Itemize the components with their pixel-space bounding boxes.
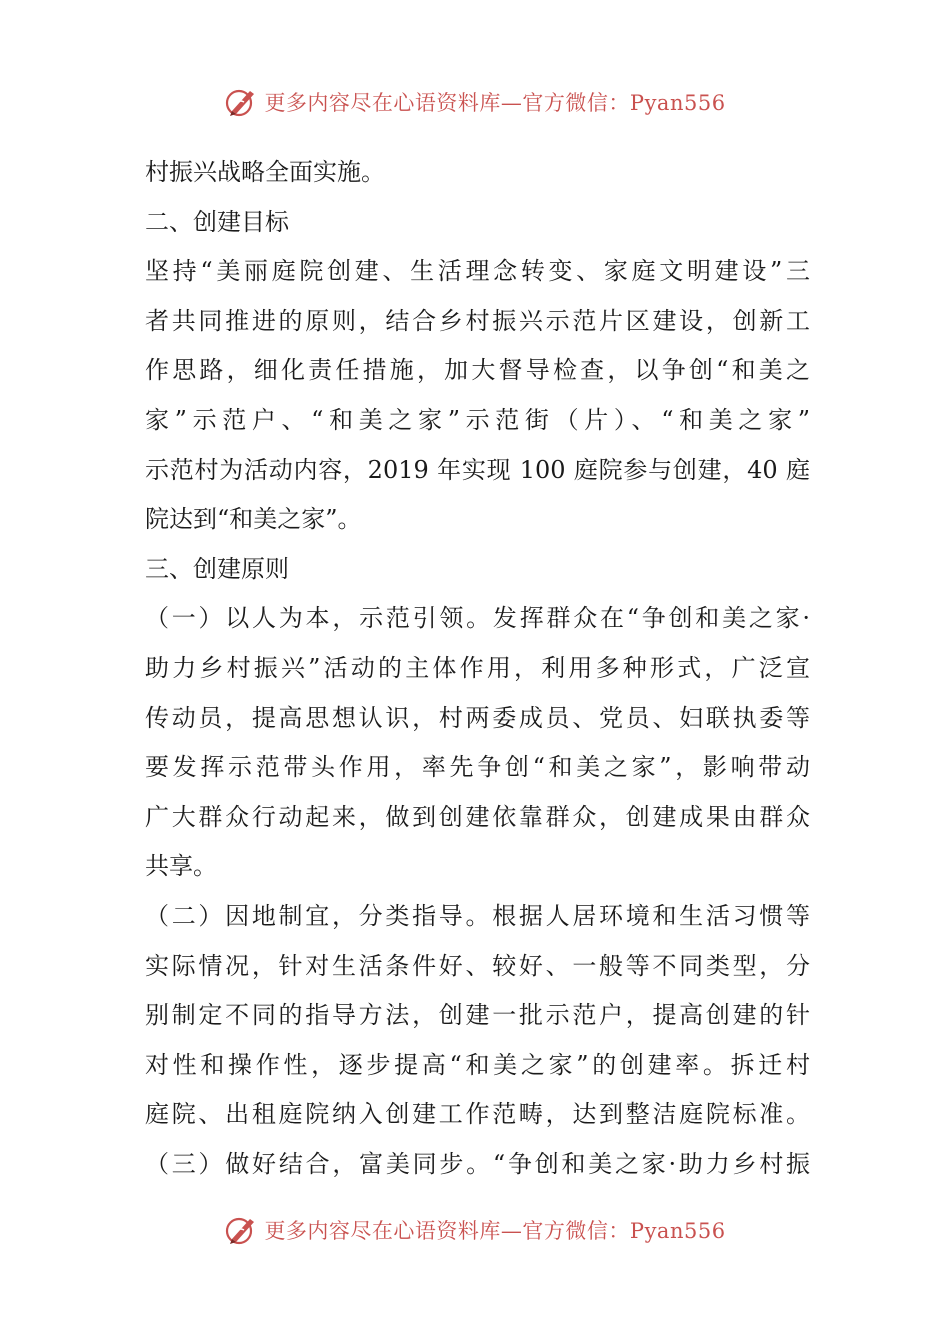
- pen-logo-icon: [224, 85, 258, 119]
- body-line: 作思路，细化责任措施，加大督导检查，以争创“和美之: [145, 356, 810, 385]
- body-line: 传动员，提高思想认识，村两委成员、党员、妇联执委等: [145, 703, 810, 732]
- body-line: 实际情况，针对生活条件好、较好、一般等不同类型，分: [145, 951, 810, 980]
- footer-watermark-banner: [0, 1210, 950, 1250]
- body-line: 家”示范户、“和美之家”示范街（片）、“和美之家”: [145, 405, 810, 434]
- body-line: 者共同推进的原则，结合乡村振兴示范片区建设，创新工: [145, 306, 810, 335]
- document-body: [145, 148, 810, 1189]
- body-line: （二）因地制宜，分类指导。根据人居环境和生活习惯等: [145, 901, 810, 930]
- body-line: 示范村为活动内容，2019 年实现 100 庭院参与创建，40 庭: [145, 455, 810, 484]
- body-line: 要发挥示范带头作用，率先争创“和美之家”，影响带动: [145, 753, 810, 782]
- body-line: 共享。: [145, 852, 217, 881]
- body-line: 广大群众行动起来，做到创建依靠群众，创建成果由群众: [145, 802, 810, 831]
- section-heading-principles: 三、创建原则: [145, 554, 289, 583]
- body-line: 别制定不同的指导方法，创建一批示范户，提高创建的针: [145, 1001, 810, 1030]
- body-line: （三）做好结合，富美同步。“争创和美之家·助力乡村振: [145, 1149, 810, 1178]
- body-line: 村振兴战略全面实施。: [145, 158, 385, 186]
- header-watermark-banner: [0, 82, 950, 122]
- watermark-text: 更多内容尽在心语资料库—官方微信：Pyan556: [264, 1219, 726, 1243]
- body-line: 助力乡村振兴”活动的主体作用，利用多种形式，广泛宣: [145, 653, 810, 682]
- body-line: （一）以人为本，示范引领。发挥群众在“争创和美之家·: [145, 604, 810, 633]
- pen-logo-icon: [224, 1213, 258, 1247]
- watermark-text: 更多内容尽在心语资料库—官方微信：Pyan556: [264, 91, 726, 115]
- body-line: 庭院、出租庭院纳入创建工作范畴，达到整洁庭院标准。: [145, 1100, 810, 1129]
- section-heading-goals: 二、创建目标: [145, 207, 289, 236]
- body-line: 对性和操作性，逐步提高“和美之家”的创建率。拆迁村: [145, 1050, 810, 1079]
- body-line: 坚持“美丽庭院创建、生活理念转变、家庭文明建设”三: [145, 257, 810, 286]
- body-line: 院达到“和美之家”。: [145, 505, 362, 534]
